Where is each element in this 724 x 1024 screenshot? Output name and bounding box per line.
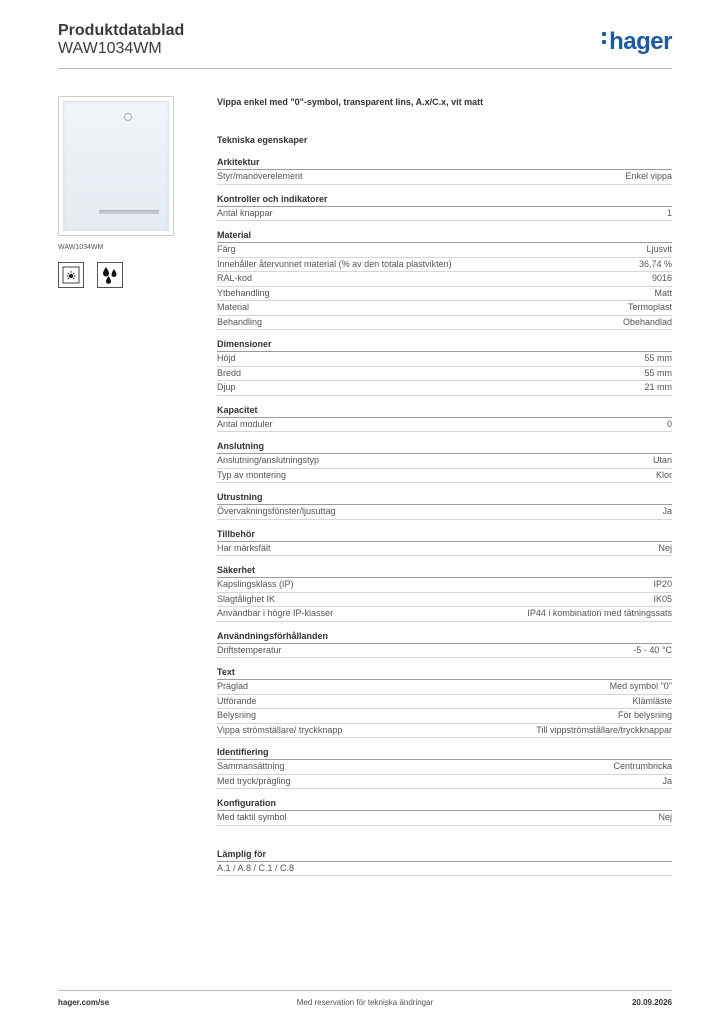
footer-note: Med reservation för tekniska ändringar xyxy=(296,998,434,1007)
spec-value: 55 mm xyxy=(644,353,672,363)
spec-label: Slagtålighet IK xyxy=(217,593,276,604)
spec-row xyxy=(217,352,672,367)
technical-data xyxy=(217,96,672,876)
spec-value: Ja xyxy=(662,775,672,786)
spec-row xyxy=(217,454,672,469)
spec-value: 1 xyxy=(666,207,672,218)
spec-value: 55 mm xyxy=(644,367,672,378)
spec-section xyxy=(217,440,672,483)
document-title: Produktdatablad xyxy=(58,22,185,39)
section-title: Text xyxy=(217,666,672,680)
spec-row xyxy=(217,760,672,775)
section-title: Utrustning xyxy=(217,491,672,505)
hager-logo[interactable] xyxy=(602,28,672,56)
spec-row xyxy=(217,243,672,258)
suitable-for-section xyxy=(217,848,672,877)
spec-row xyxy=(217,542,672,557)
section-title: Dimensioner xyxy=(217,338,672,352)
spec-value: -5 - 40 °C xyxy=(633,644,672,655)
spec-section xyxy=(217,338,672,396)
spec-section xyxy=(217,404,672,433)
spec-value: Till vippströmställare/tryckknappar xyxy=(536,724,672,735)
spec-label: Sammansättning xyxy=(217,761,285,771)
spec-value: IP20 xyxy=(653,579,672,589)
logo-text: hager xyxy=(609,28,672,55)
section-title: Säkerhet xyxy=(217,564,672,578)
spec-label: Har märksfält xyxy=(217,542,271,553)
spec-row xyxy=(217,469,672,484)
page-header xyxy=(58,22,672,70)
spec-label: RAL-kod xyxy=(217,273,253,283)
zero-symbol-icon xyxy=(124,113,132,121)
spec-value: 0 xyxy=(666,418,672,429)
spec-value: Ljusvit xyxy=(646,244,672,254)
spec-row xyxy=(217,775,672,790)
spec-value: Ja xyxy=(662,506,672,516)
spec-label: Präglad xyxy=(217,681,249,691)
spec-value: IK05 xyxy=(653,593,672,604)
spec-row xyxy=(217,272,672,287)
product-code: WAW1034WM xyxy=(58,40,162,57)
spec-label: Ytbehandling xyxy=(217,287,270,298)
spec-section xyxy=(217,528,672,557)
spec-row xyxy=(217,381,672,396)
spec-label: Belysning xyxy=(217,710,257,720)
spec-label: Höjd xyxy=(217,353,236,363)
section-title: Material xyxy=(217,229,672,243)
spec-label: Djup xyxy=(217,382,236,392)
spec-section xyxy=(217,630,672,659)
spec-row xyxy=(217,578,672,593)
product-description: Vippa enkel med "0"-symbol, transparent lins, A.x/C.x, vit matt xyxy=(217,97,484,107)
spec-value: Nej xyxy=(658,812,672,822)
spec-label: Färg xyxy=(217,244,236,254)
section-title: Tillbehör xyxy=(217,528,672,542)
footer-divider xyxy=(58,990,672,991)
spec-label: Utförande xyxy=(217,695,257,706)
spec-row xyxy=(217,505,672,520)
spec-value: Klämläste xyxy=(632,695,672,706)
suitable-for-title: Lämplig för xyxy=(217,848,672,862)
spec-value: Med symbol "0" xyxy=(609,681,672,691)
spec-label: Material xyxy=(217,302,250,312)
spec-row xyxy=(217,695,672,710)
spec-label: Anslutning/anslutningstyp xyxy=(217,455,320,465)
spec-section xyxy=(217,156,672,185)
spec-row xyxy=(217,607,672,622)
spec-value: Klor xyxy=(655,469,672,480)
spec-label: Bredd xyxy=(217,367,242,378)
spec-value: Nej xyxy=(658,542,672,553)
spec-label: Driftstemperatur xyxy=(217,644,282,655)
section-title: Identifiering xyxy=(217,746,672,760)
spec-row xyxy=(217,316,672,331)
spec-value: 9016 xyxy=(651,273,672,283)
spec-label: Antal moduler xyxy=(217,418,273,429)
spec-label: Styr/manöverelement xyxy=(217,171,303,181)
spec-sections xyxy=(217,156,672,826)
spec-value: Obehandlad xyxy=(622,316,672,327)
spec-value: Matt xyxy=(654,287,672,298)
spec-label: Användbar i högre IP-klasser xyxy=(217,608,334,618)
spec-row xyxy=(217,680,672,695)
spec-value: För belysning xyxy=(617,710,672,720)
section-title: Användningsförhållanden xyxy=(217,630,672,644)
water-drops-icon xyxy=(97,262,123,288)
section-title: Arkitektur xyxy=(217,156,672,170)
spec-section xyxy=(217,564,672,622)
spec-label: Behandling xyxy=(217,316,263,327)
spec-label: Antal knappar xyxy=(217,207,273,218)
spec-section xyxy=(217,797,672,826)
transparent-lens xyxy=(99,210,159,214)
section-title: Kapacitet xyxy=(217,404,672,418)
spec-value: Termoplast xyxy=(627,302,672,312)
spec-row xyxy=(217,418,672,433)
footer-date: 20.09.2026 xyxy=(631,998,672,1007)
spec-section xyxy=(217,229,672,330)
spec-row xyxy=(217,724,672,739)
spec-section xyxy=(217,193,672,222)
spec-label: Med tryck/prägling xyxy=(217,775,291,786)
product-image-caption: WAW1034WM xyxy=(58,244,104,251)
spec-row xyxy=(217,644,672,659)
header-divider xyxy=(58,68,672,69)
spec-row xyxy=(217,593,672,608)
spec-value: IP44 i kombination med tätningssats xyxy=(527,608,672,618)
spec-row xyxy=(217,811,672,826)
section-title: Konfiguration xyxy=(217,797,672,811)
suitable-for-value: A.1 / A.8 / C.1 / C.8 xyxy=(217,862,295,873)
logo-colon-icon xyxy=(602,28,607,48)
spec-row xyxy=(217,207,672,222)
spec-label: Med taktil symbol xyxy=(217,812,287,822)
spec-value: Enkel vippa xyxy=(625,171,672,181)
product-image xyxy=(58,96,174,236)
spec-label: Typ av montering xyxy=(217,469,287,480)
lamp-symbol-icon xyxy=(58,262,84,288)
spec-row xyxy=(217,301,672,316)
page-footer xyxy=(58,998,672,1010)
spec-label: Kapslingsklass (IP) xyxy=(217,579,294,589)
spec-value: 36,74 % xyxy=(638,258,672,269)
section-title: Kontroller och indikatorer xyxy=(217,193,672,207)
suitable-for-row xyxy=(217,862,672,877)
spec-section xyxy=(217,491,672,520)
technical-properties-heading: Tekniska egenskaper xyxy=(217,135,308,145)
spec-label: Övervakningsfönster/ljusuttag xyxy=(217,506,336,516)
spec-row xyxy=(217,367,672,382)
spec-label: Vippa strömställare/ tryckknapp xyxy=(217,724,343,735)
footer-website-link[interactable]: hager.com/se xyxy=(58,998,110,1007)
spec-value: 21 mm xyxy=(644,382,672,392)
spec-label: Innehåller återvunnet material (% av den totala plastvikten) xyxy=(217,258,452,269)
spec-value: Centrumbricka xyxy=(613,761,672,771)
spec-section xyxy=(217,666,672,738)
spec-row xyxy=(217,170,672,185)
spec-row xyxy=(217,709,672,724)
spec-row xyxy=(217,287,672,302)
spec-row xyxy=(217,258,672,273)
section-title: Anslutning xyxy=(217,440,672,454)
spec-value: Utan xyxy=(652,455,672,465)
spec-section xyxy=(217,746,672,789)
